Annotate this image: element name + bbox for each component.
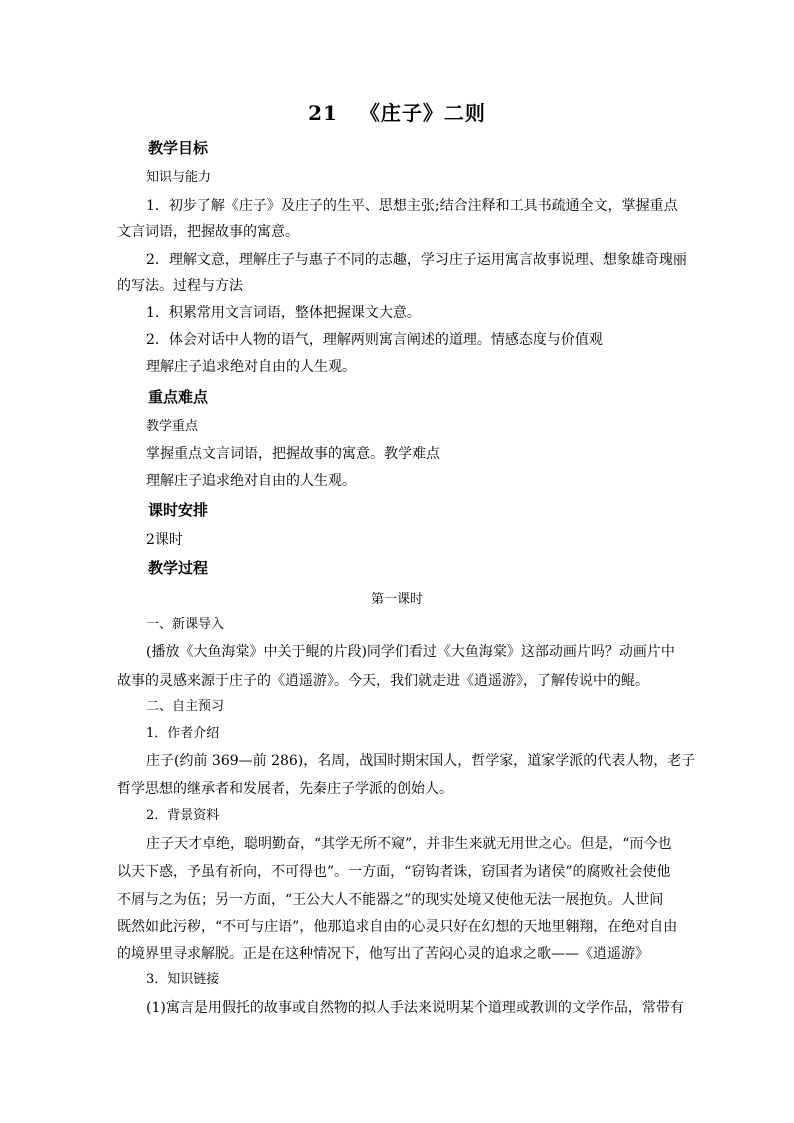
page-title bbox=[0, 100, 794, 126]
intro-heading: 一、新课导入 bbox=[146, 617, 225, 632]
background-heading: 2．背景资料 bbox=[146, 808, 220, 823]
background-line5: 的境界里寻求解脱。正是在这种情况下，他写出了苦闷心灵的追求之歌——《逍遥游》 bbox=[117, 946, 649, 962]
link-line1: (1)寓言是用假托的故事或自然物的拟人手法来说明某个道理或教训的文学作品，常带有 bbox=[146, 1000, 684, 1016]
lesson-number: 21 bbox=[308, 101, 338, 125]
process-item-2: 2．体会对话中人物的语气，理解两则寓言阐述的道理。情感态度与价值观 bbox=[146, 332, 603, 348]
goal2-line2: 的写法。过程与方法 bbox=[117, 278, 243, 294]
intro-line2: 故事的灵感来源于庄子的《逍遥游》。今天，我们就走进《逍遥游》，了解传说中的鲲。 bbox=[117, 673, 649, 689]
author-heading: 1．作者介绍 bbox=[146, 726, 220, 741]
background-line3: 不屑与之为伍；另一方面，“王公大人不能器之”的现实处境又使他无法一展抱负。人世间 bbox=[117, 892, 664, 908]
lesson-title: 《庄子》二则 bbox=[359, 101, 486, 125]
background-line1: 庄子天才卓绝，聪明勤奋，“其学无所不窥”，并非生来就无用世之心。但是，“而今也 bbox=[146, 836, 672, 852]
background-line4: 既然如此污秽，“不可与庄语”，他那追求自由的心灵只好在幻想的天地里翱翔，在绝对自由 bbox=[117, 919, 678, 935]
difficulty-text: 理解庄子追求绝对自由的人生观。 bbox=[146, 473, 356, 489]
process-item-1: 1．积累常用文言词语，整体把握课文大意。 bbox=[146, 305, 421, 321]
lesson-one-label: 第一课时 bbox=[370, 592, 423, 607]
goal1-line2: 文言词语，把握故事的寓意。 bbox=[117, 224, 299, 240]
background-line2: 以天下惑，予虽有祈向，不可得也”。一方面，“窃钩者诛，窃国者为诸侯”的腐败社会使他 bbox=[117, 864, 671, 880]
author-line1: 庄子(约前 369—前 286)，名周，战国时期宋国人，哲学家，道家学派的代表人物，老子 bbox=[146, 753, 696, 769]
key-difficulty-heading: 重点难点 bbox=[148, 388, 209, 406]
process-heading: 教学过程 bbox=[148, 559, 209, 577]
key-point-label: 教学重点 bbox=[146, 419, 199, 434]
author-line2: 哲学思想的继承者和发展者，先秦庄子学派的创始人。 bbox=[117, 781, 453, 797]
preview-heading: 二、自主预习 bbox=[146, 699, 225, 714]
goals-heading: 教学目标 bbox=[148, 139, 209, 157]
key-point-text: 掌握重点文言词语，把握故事的寓意。教学难点 bbox=[146, 446, 440, 462]
schedule-text: 2课时 bbox=[146, 532, 183, 548]
knowledge-ability-subheading: 知识与能力 bbox=[146, 170, 212, 185]
attitude-text: 理解庄子追求绝对自由的人生观。 bbox=[146, 359, 356, 375]
schedule-heading: 课时安排 bbox=[148, 501, 209, 519]
link-heading: 3．知识链接 bbox=[146, 972, 220, 987]
goal1-line1: 1．初步了解《庄子》及庄子的生平、思想主张;结合注释和工具书疏通全文，掌握重点 bbox=[146, 198, 678, 214]
intro-line1: (播放《大鱼海棠》中关于鲲的片段)同学们看过《大鱼海棠》这部动画片吗？动画片中 bbox=[146, 644, 675, 660]
goal2-line1: 2．理解文意，理解庄子与惠子不同的志趣，学习庄子运用寓言故事说理、想象雄奇瑰丽 bbox=[146, 252, 687, 268]
